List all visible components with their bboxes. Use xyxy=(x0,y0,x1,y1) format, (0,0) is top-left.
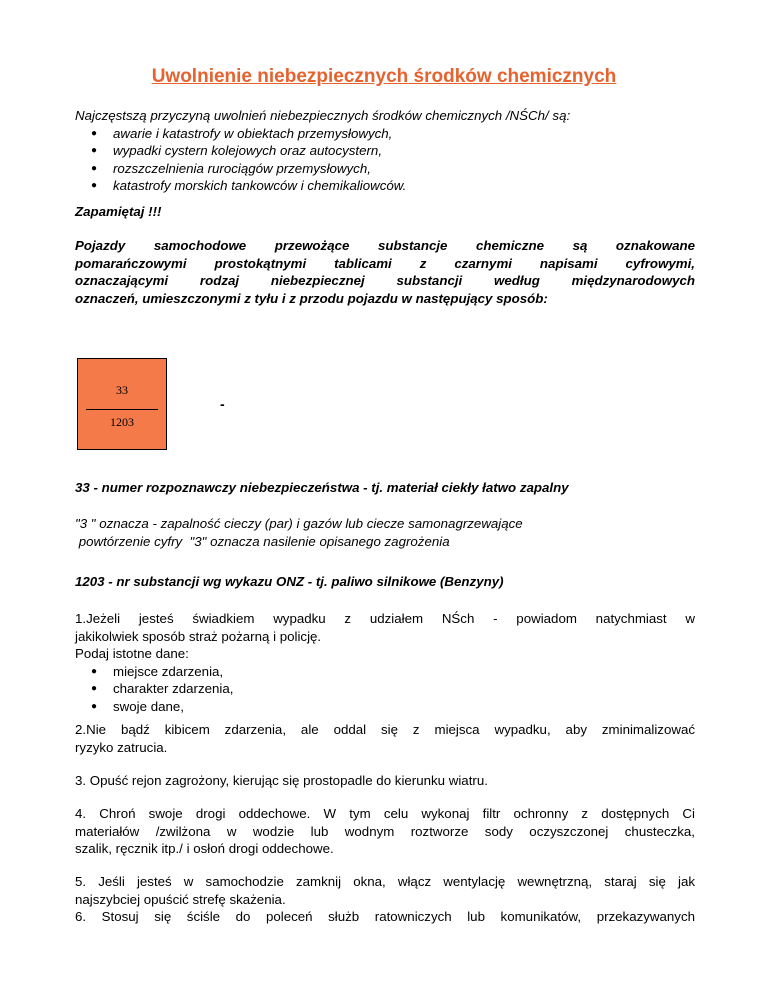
step-line: szalik, ręcznik itp./ i osłoń drogi oddechowe. xyxy=(75,841,334,856)
plate-dash: - xyxy=(220,396,225,412)
note-line: powtórzenie cyfry "3" oznacza nasilenie opisanego zagrożenia xyxy=(75,533,450,549)
step-line: 3. Opuść rejon zagrożony, kierując się prostopadle do kierunku wiatru. xyxy=(75,773,488,788)
paragraph-line: oznaczającymi rodzaj niebezpiecznej substancji według międzynarodowych xyxy=(75,273,695,289)
list-item: ● awarie i katastrofy w obiektach przemysłowych, xyxy=(75,125,695,143)
step-line: jakikolwiek sposób straż pożarną i policję. xyxy=(75,628,322,644)
list-item: ● swoje dane, xyxy=(75,698,695,716)
step-1 xyxy=(75,610,695,715)
step-1-list xyxy=(75,663,695,716)
note-3 xyxy=(75,515,523,550)
step-line: 2.Nie bądź kibicem zdarzenia, ale oddal się z miejsca wypadku, aby zminimalizować xyxy=(75,722,695,737)
list-item: ● wypadki cystern kolejowych oraz autocystern, xyxy=(75,142,695,160)
list-item: ● miejsce zdarzenia, xyxy=(75,663,695,681)
step-line: 4. Chroń swoje drogi oddechowe. W tym celu wykonaj filtr ochronny z dostępnych Ci xyxy=(75,806,695,821)
step-6 xyxy=(75,908,695,926)
page-title: Uwolnienie niebezpiecznych środków chemicznych xyxy=(151,66,617,87)
paragraph-line: oznaczeń, umieszczonymi z tyłu i z przodu pojazdu w następujący sposób: xyxy=(75,291,548,307)
step-line: ryzyko zatrucia. xyxy=(75,739,168,755)
hazard-number: 33 xyxy=(116,383,128,397)
causes-list xyxy=(75,125,695,195)
list-item: ● katastrofy morskich tankowców i chemikaliowców. xyxy=(75,177,695,195)
step-line: najszybciej opuścić strefę skażenia. xyxy=(75,891,286,907)
note-line: "3 " oznacza - zapalność cieczy (par) i gazów lub ciecze samonagrzewające xyxy=(75,516,523,531)
remember-heading: Zapamiętaj !!! xyxy=(75,204,162,219)
hazard-plate xyxy=(77,358,167,450)
un-number: 1203 xyxy=(110,415,134,429)
paragraph-line: Pojazdy samochodowe przewożące substancje chemiczne są oznakowane xyxy=(75,238,695,253)
step-2 xyxy=(75,721,695,756)
step-line: Podaj istotne dane: xyxy=(75,646,189,661)
plate-divider xyxy=(86,409,158,410)
step-line: 1.Jeżeli jesteś świadkiem wypadku z udziałem NŚch - powiadom natychmiast w xyxy=(75,611,695,626)
step-line: 6. Stosuj się ściśle do poleceń służb ratowniczych lub komunikatów, przekazywanych xyxy=(75,909,695,924)
step-3 xyxy=(75,772,695,790)
step-4 xyxy=(75,805,695,858)
list-item: ● rozszczelnienia rurociągów przemysłowych, xyxy=(75,160,695,178)
intro-lead: Najczęstszą przyczyną uwolnień niebezpiecznych środków chemicznych /NŚCh/ są: xyxy=(75,108,571,123)
vehicles-paragraph xyxy=(75,237,695,308)
step-line: materiałów /zwilżona w wodzie lub wodnym roztworze sody oczyszczonej chusteczka, xyxy=(75,823,695,839)
step-5 xyxy=(75,873,695,908)
definition-33: 33 - numer rozpoznawczy niebezpieczeństwa - tj. materiał ciekły łatwo zapalny xyxy=(75,480,569,495)
step-line: 5. Jeśli jesteś w samochodzie zamknij okna, włącz wentylację wewnętrzną, staraj się jak xyxy=(75,874,695,889)
definition-1203: 1203 - nr substancji wg wykazu ONZ - tj. paliwo silnikowe (Benzyny) xyxy=(75,574,504,589)
paragraph-line: pomarańczowymi prostokątnymi tablicami z czarnymi napisami cyfrowymi, xyxy=(75,255,695,271)
list-item: ● charakter zdarzenia, xyxy=(75,680,695,698)
intro-section xyxy=(75,107,695,195)
